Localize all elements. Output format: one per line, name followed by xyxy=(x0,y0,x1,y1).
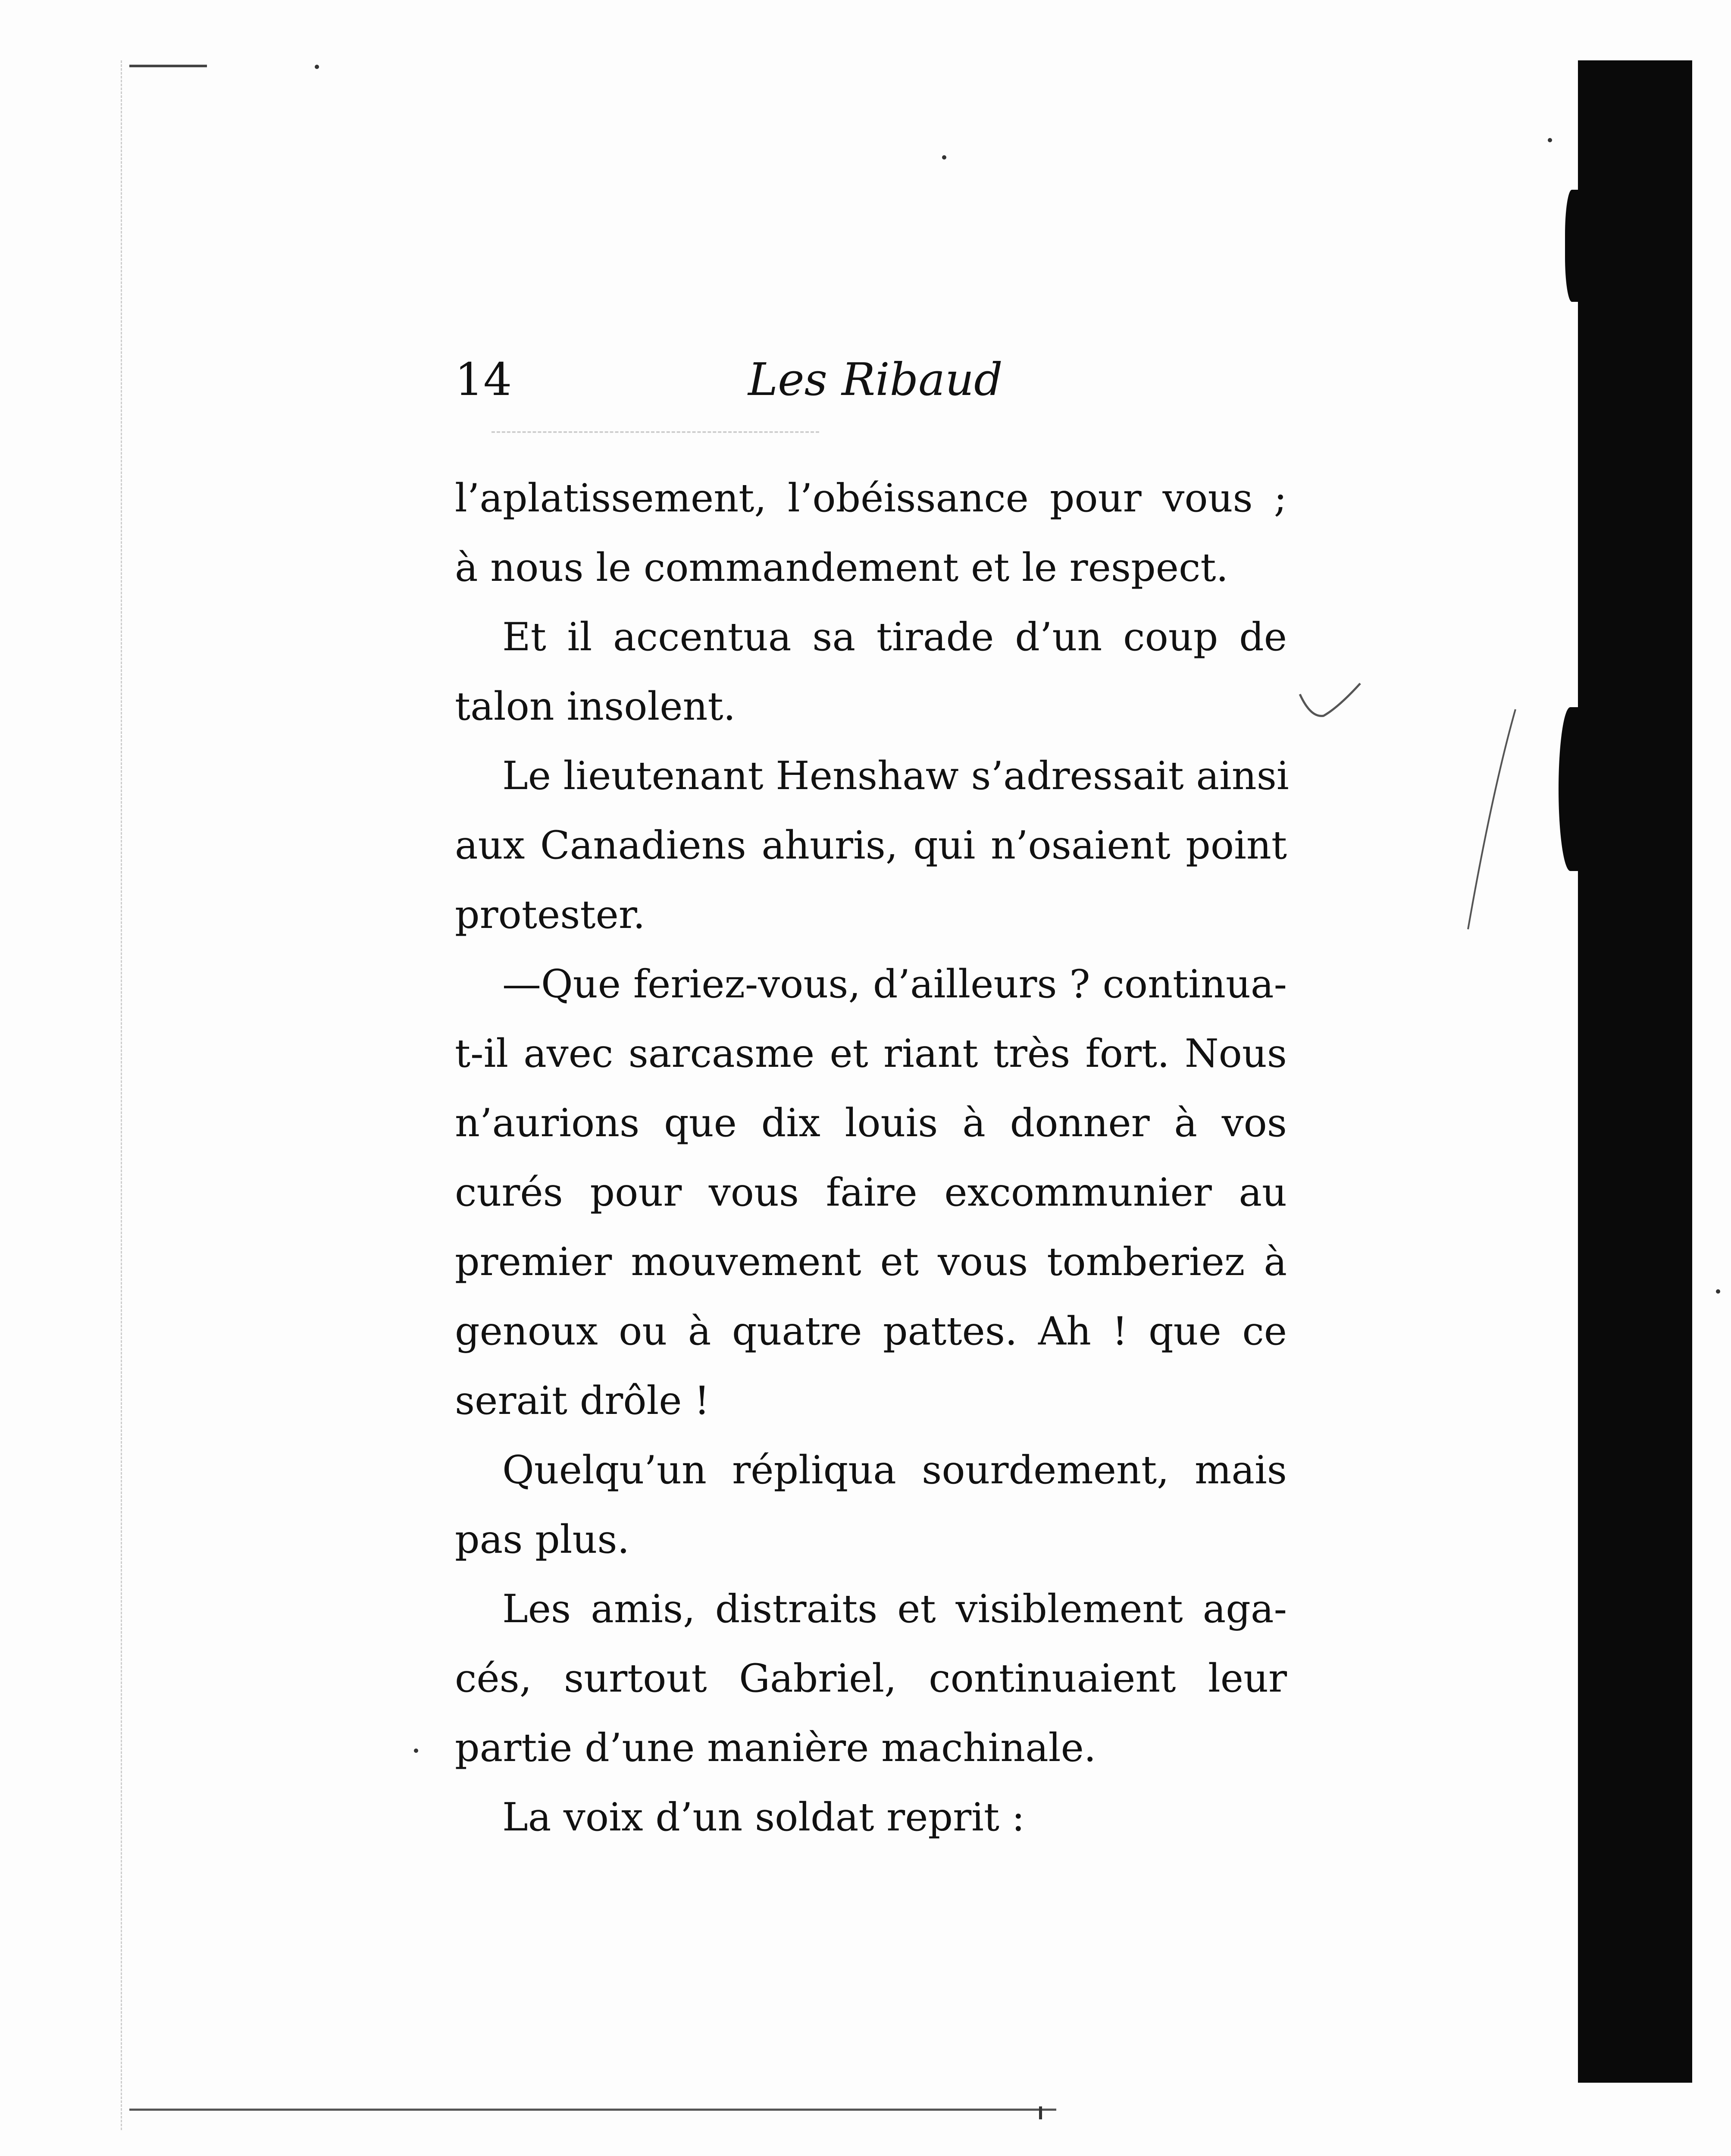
binding-shadow xyxy=(1578,60,1692,2083)
ink-speck xyxy=(414,1749,418,1753)
ink-speck xyxy=(942,155,946,160)
text-line: talon insolent. xyxy=(455,684,736,729)
text-line: Quelqu’un répliqua sourdement, mais xyxy=(502,1448,1287,1493)
text-line: curés pour vous faire excommunier au xyxy=(455,1170,1287,1215)
text-line: aux Canadiens ahuris, qui n’osaient point xyxy=(455,823,1287,868)
text-line: protester. xyxy=(455,892,645,937)
text-line: n’aurions que dix louis à donner à vos xyxy=(455,1100,1287,1146)
ink-speck xyxy=(1548,138,1552,142)
text-line: serait drôle ! xyxy=(455,1378,710,1423)
bottom-page-edge xyxy=(129,2109,1056,2111)
ink-speck xyxy=(315,65,319,69)
body-text xyxy=(455,464,1287,1852)
ink-speck xyxy=(1716,1289,1720,1294)
text-line: pas plus. xyxy=(455,1517,630,1562)
text-line: Les amis, distraits et visiblement aga- xyxy=(502,1586,1287,1632)
running-title: Les Ribaud xyxy=(748,353,1003,406)
text-line: Le lieutenant Henshaw s’adressait ainsi xyxy=(502,753,1289,799)
text-line: genoux ou à quatre pattes. Ah ! que ce xyxy=(455,1309,1287,1354)
text-line: à nous le commandement et le respect. xyxy=(455,545,1229,590)
top-scan-mark xyxy=(129,65,207,67)
running-head xyxy=(455,349,1274,410)
text-line: partie d’une manière machinale. xyxy=(455,1725,1096,1771)
text-line: t-il avec sarcasme et riant très fort. Nous xyxy=(455,1031,1287,1076)
text-line: premier mouvement et vous tomberiez à xyxy=(455,1239,1287,1285)
text-line: —Que feriez-vous, d’ailleurs ? continua- xyxy=(502,962,1287,1007)
text-line: l’aplatissement, l’obéissance pour vous ; xyxy=(455,476,1287,521)
text-line: La voix d’un soldat reprit : xyxy=(502,1795,1025,1840)
page-number: 14 xyxy=(455,353,512,406)
header-rule xyxy=(491,431,819,433)
bottom-scan-mark xyxy=(1039,2106,1042,2119)
pencil-margin-line xyxy=(1466,707,1518,931)
text-line: Et il accentua sa tirade d’un coup de xyxy=(502,614,1287,660)
pencil-check-mark xyxy=(1298,681,1362,720)
text-line: cés, surtout Gabriel, continuaient leur xyxy=(455,1656,1287,1701)
left-page-edge xyxy=(121,60,128,2130)
